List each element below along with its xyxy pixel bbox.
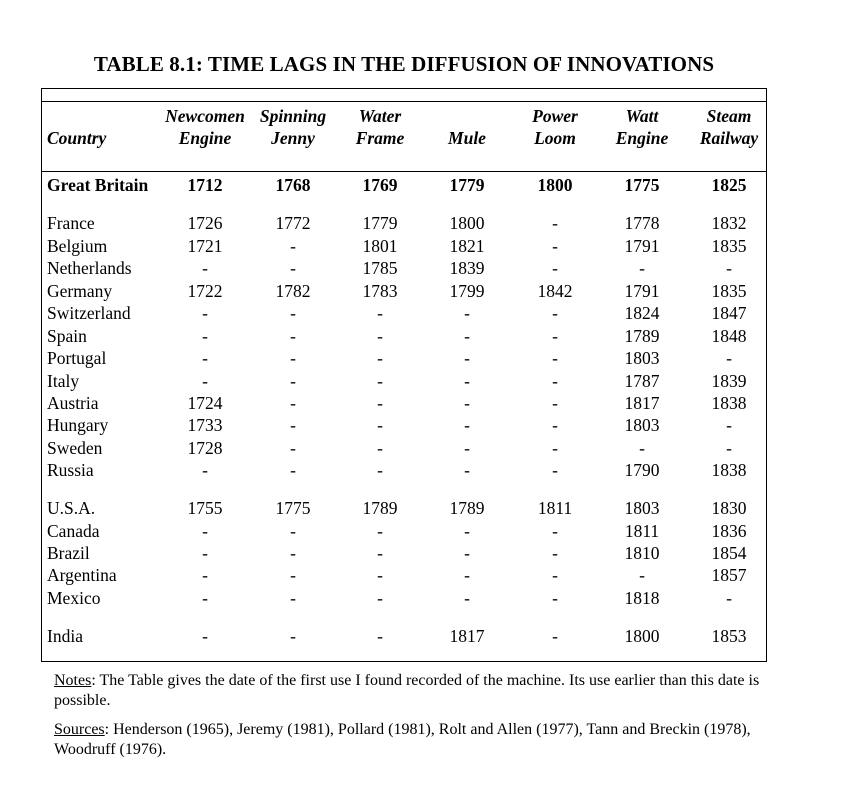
table-cell-year: 1817 bbox=[624, 393, 660, 413]
table-cell-year: - bbox=[290, 438, 296, 458]
row-country-name: Belgium bbox=[47, 236, 108, 256]
table-cell-year: - bbox=[202, 371, 208, 391]
table-cell-year: - bbox=[464, 438, 470, 458]
table-cell-year: - bbox=[377, 588, 383, 608]
table-cell-year: - bbox=[552, 326, 558, 346]
table-cell-year: 1799 bbox=[449, 281, 485, 301]
table-cell-year: 1854 bbox=[711, 543, 747, 563]
table-cell-year: - bbox=[290, 543, 296, 563]
table-cell-year: 1775 bbox=[624, 175, 660, 195]
table-cell-year: 1803 bbox=[624, 498, 660, 518]
table-cell-year: - bbox=[377, 326, 383, 346]
table-cell-year: - bbox=[552, 565, 558, 585]
table-cell-year: - bbox=[552, 258, 558, 278]
table-cell-year: 1755 bbox=[187, 498, 223, 518]
row-country-name: Great Britain bbox=[47, 175, 149, 195]
table-cell-year: - bbox=[726, 588, 732, 608]
table-cell-year: 1775 bbox=[275, 498, 311, 518]
column-header: Newcomen bbox=[165, 106, 245, 126]
table-cell-year: - bbox=[552, 438, 558, 458]
table-cell-year: 1825 bbox=[711, 175, 747, 195]
column-header: Power bbox=[532, 106, 578, 126]
table-top-rule bbox=[41, 88, 766, 89]
row-country-name: U.S.A. bbox=[47, 498, 96, 518]
table-cell-year: - bbox=[377, 371, 383, 391]
table-cell-year: 1800 bbox=[624, 626, 660, 646]
table-cell-year: - bbox=[726, 415, 732, 435]
row-country-name: Germany bbox=[47, 281, 113, 301]
table-cell-year: - bbox=[464, 521, 470, 541]
table-cell-year: - bbox=[290, 521, 296, 541]
table-cell-year: - bbox=[552, 543, 558, 563]
table-cell-year: 1779 bbox=[362, 213, 398, 233]
table-cell-year: 1789 bbox=[362, 498, 398, 518]
table-cell-year: - bbox=[464, 415, 470, 435]
table-cell-year: - bbox=[377, 393, 383, 413]
table-cell-year: - bbox=[290, 348, 296, 368]
table-cell-year: - bbox=[726, 348, 732, 368]
table-cell-year: - bbox=[290, 303, 296, 323]
table-cell-year: 1768 bbox=[275, 175, 311, 195]
row-country-name: India bbox=[47, 626, 83, 646]
table-cell-year: - bbox=[290, 588, 296, 608]
row-country-name: Austria bbox=[47, 393, 99, 413]
table-cell-year: - bbox=[377, 543, 383, 563]
row-country-name: Argentina bbox=[47, 565, 117, 585]
table-cell-year: - bbox=[377, 415, 383, 435]
table-cell-year: - bbox=[552, 371, 558, 391]
table-cell-year: - bbox=[290, 258, 296, 278]
table-cell-year: 1779 bbox=[449, 175, 485, 195]
table-notes bbox=[54, 671, 774, 711]
table-cell-year: 1803 bbox=[624, 348, 660, 368]
column-header: Spinning bbox=[259, 106, 327, 126]
table-cell-year: 1842 bbox=[537, 281, 573, 301]
table-cell-year: - bbox=[202, 543, 208, 563]
table-cell-year: 1778 bbox=[624, 213, 660, 233]
table-cell-year: 1857 bbox=[711, 565, 747, 585]
table-cell-year: - bbox=[726, 258, 732, 278]
table-cell-year: - bbox=[202, 588, 208, 608]
column-header: Jenny bbox=[271, 128, 315, 148]
table-cell-year: - bbox=[290, 565, 296, 585]
table-cell-year: - bbox=[552, 213, 558, 233]
table-cell-year: - bbox=[639, 438, 645, 458]
row-country-name: France bbox=[47, 213, 95, 233]
table-cell-year: - bbox=[202, 326, 208, 346]
table-cell-year: - bbox=[290, 460, 296, 480]
table-cell-year: 1811 bbox=[624, 521, 660, 541]
table-cell-year: 1712 bbox=[187, 175, 223, 195]
table-cell-year: 1838 bbox=[711, 393, 747, 413]
notes-text: : The Table gives the date of the first use I found recorded of the machine. Its use earlier than this date is possible. bbox=[54, 672, 760, 709]
table-cell-year: 1721 bbox=[187, 236, 223, 256]
table-cell-year: - bbox=[464, 565, 470, 585]
table-cell-year: 1772 bbox=[275, 213, 311, 233]
table-cell-year: - bbox=[377, 460, 383, 480]
table-cell-year: - bbox=[552, 415, 558, 435]
table-cell-year: - bbox=[552, 303, 558, 323]
table-title: TABLE 8.1: TIME LAGS IN THE DIFFUSION OF INNOVATIONS bbox=[93, 52, 715, 76]
table-cell-year: 1769 bbox=[362, 175, 398, 195]
table-cell-year: - bbox=[290, 326, 296, 346]
table-cell-year: - bbox=[202, 460, 208, 480]
table-cell-year: 1848 bbox=[711, 326, 747, 346]
table-cell-year: 1791 bbox=[624, 281, 660, 301]
column-header: Frame bbox=[355, 128, 405, 148]
table-cell-year: - bbox=[464, 348, 470, 368]
table-cell-year: - bbox=[639, 565, 645, 585]
row-country-name: Spain bbox=[47, 326, 87, 346]
table-cell-year: - bbox=[202, 303, 208, 323]
table-cell-year: - bbox=[464, 460, 470, 480]
table-cell-year: 1847 bbox=[711, 303, 747, 323]
table-cell-year: - bbox=[377, 565, 383, 585]
table-cell-year: - bbox=[726, 438, 732, 458]
table-cell-year: 1830 bbox=[711, 498, 747, 518]
table-cell-year: - bbox=[202, 626, 208, 646]
table-cell-year: - bbox=[552, 460, 558, 480]
table-cell-year: 1787 bbox=[624, 371, 660, 391]
table-cell-year: - bbox=[464, 326, 470, 346]
table-cell-year: - bbox=[377, 521, 383, 541]
table-cell-year: 1789 bbox=[624, 326, 660, 346]
table-cell-year: 1832 bbox=[711, 213, 747, 233]
table-cell-year: - bbox=[377, 626, 383, 646]
column-header: Loom bbox=[534, 128, 576, 148]
row-country-name: Italy bbox=[47, 371, 80, 391]
column-header: Watt bbox=[625, 106, 659, 126]
table-cell-year: - bbox=[377, 303, 383, 323]
table-cell-year: 1782 bbox=[275, 281, 311, 301]
table-top-rule-2 bbox=[41, 101, 766, 102]
table-cell-year: - bbox=[202, 521, 208, 541]
table-cell-year: - bbox=[639, 258, 645, 278]
row-country-name: Portugal bbox=[47, 348, 107, 368]
table-cell-year: 1811 bbox=[537, 498, 573, 518]
table-cell-year: 1818 bbox=[624, 588, 660, 608]
table-cell-year: - bbox=[290, 415, 296, 435]
column-header: Engine bbox=[615, 128, 669, 148]
table-cell-year: 1817 bbox=[449, 626, 485, 646]
table-cell-year: - bbox=[552, 626, 558, 646]
notes-label: Notes bbox=[54, 672, 92, 689]
table-sources bbox=[54, 720, 774, 760]
table-cell-year: - bbox=[552, 588, 558, 608]
row-country-name: Switzerland bbox=[47, 303, 131, 323]
row-country-name: Mexico bbox=[47, 588, 101, 608]
table-cell-year: 1803 bbox=[624, 415, 660, 435]
table-cell-year: - bbox=[377, 348, 383, 368]
table-cell-year: 1800 bbox=[449, 213, 485, 233]
table-cell-year: 1791 bbox=[624, 236, 660, 256]
table-cell-year: 1839 bbox=[449, 258, 485, 278]
row-country-name: Sweden bbox=[47, 438, 103, 458]
table-cell-year: - bbox=[464, 303, 470, 323]
table-cell-year: 1838 bbox=[711, 460, 747, 480]
table-cell-year: 1726 bbox=[187, 213, 223, 233]
table-cell-year: 1835 bbox=[711, 236, 747, 256]
row-country-name: Netherlands bbox=[47, 258, 132, 278]
table-cell-year: 1789 bbox=[449, 498, 485, 518]
column-header: Water bbox=[358, 106, 402, 126]
table-cell-year: 1733 bbox=[187, 415, 223, 435]
table-cell-year: 1853 bbox=[711, 626, 747, 646]
table-cell-year: 1839 bbox=[711, 371, 747, 391]
row-country-name: Brazil bbox=[47, 543, 90, 563]
table-cell-year: - bbox=[202, 258, 208, 278]
table-cell-year: - bbox=[377, 438, 383, 458]
sources-text: : Henderson (1965), Jeremy (1981), Pollard (1981), Rolt and Allen (1977), Tann and Breckin (1978), Woodruff (1976). bbox=[54, 721, 751, 758]
column-header-country: Country bbox=[47, 128, 107, 148]
table-cell-year: - bbox=[290, 393, 296, 413]
column-header: Railway bbox=[699, 128, 759, 148]
table-cell-year: 1801 bbox=[362, 236, 398, 256]
table-cell-year: - bbox=[552, 236, 558, 256]
table-cell-year: 1724 bbox=[187, 393, 223, 413]
row-country-name: Russia bbox=[47, 460, 94, 480]
table-cell-year: - bbox=[202, 565, 208, 585]
table-cell-year: - bbox=[464, 588, 470, 608]
table-cell-year: 1800 bbox=[537, 175, 573, 195]
table-cell-year: - bbox=[202, 348, 208, 368]
header-divider bbox=[41, 171, 766, 172]
table-cell-year: - bbox=[552, 521, 558, 541]
table-cell-year: 1783 bbox=[362, 281, 398, 301]
table-cell-year: - bbox=[290, 371, 296, 391]
table-cell-year: 1785 bbox=[362, 258, 398, 278]
table-cell-year: 1821 bbox=[449, 236, 485, 256]
column-header: Steam bbox=[706, 106, 752, 126]
table-cell-year: 1836 bbox=[711, 521, 747, 541]
table-cell-year: - bbox=[290, 236, 296, 256]
column-header: Engine bbox=[178, 128, 232, 148]
table-cell-year: - bbox=[464, 393, 470, 413]
row-country-name: Canada bbox=[47, 521, 100, 541]
table-cell-year: - bbox=[552, 393, 558, 413]
table-cell-year: - bbox=[464, 371, 470, 391]
table-cell-year: - bbox=[290, 626, 296, 646]
table-cell-year: 1835 bbox=[711, 281, 747, 301]
table-cell-year: - bbox=[464, 543, 470, 563]
column-header: Mule bbox=[448, 128, 486, 148]
sources-label: Sources bbox=[54, 721, 105, 738]
table-cell-year: 1722 bbox=[187, 281, 223, 301]
table-cell-year: 1728 bbox=[187, 438, 223, 458]
row-country-name: Hungary bbox=[47, 415, 109, 435]
table-cell-year: - bbox=[552, 348, 558, 368]
table-cell-year: 1790 bbox=[624, 460, 660, 480]
table-cell-year: 1810 bbox=[624, 543, 660, 563]
table-cell-year: 1824 bbox=[624, 303, 660, 323]
